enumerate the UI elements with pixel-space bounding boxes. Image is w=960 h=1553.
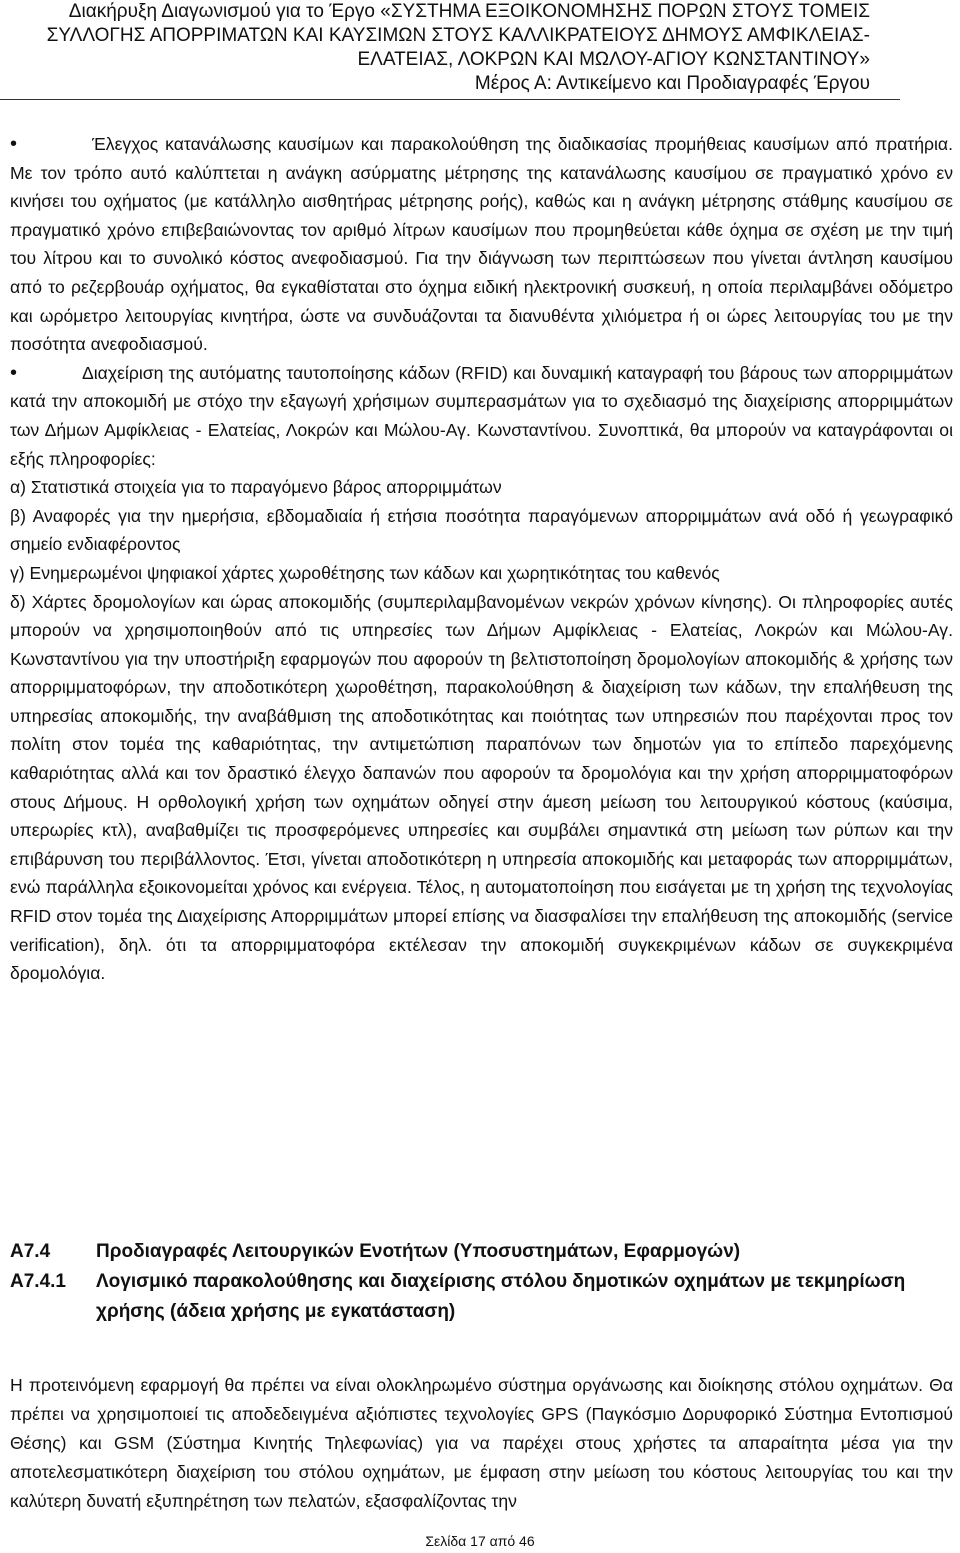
- section-number: Α7.4: [10, 1241, 51, 1262]
- list-item-a: α) Στατιστικά στοιχεία για το παραγόμενο βάρος απορριμμάτων: [10, 477, 502, 498]
- bullet-icon: •: [10, 361, 18, 384]
- header-title-line-2: ΣΥΛΛΟΓΗΣ ΑΠΟΡΡΙΜΑΤΩΝ ΚΑΙ ΚΑΥΣΙΜΩΝ ΣΤΟΥΣ ΚΑΛΛΙΚΡΑΤΕΙΟΥΣ ΔΗΜΟΥΣ ΑΜΦΙΚΛΕΙΑΣ-: [46, 25, 870, 46]
- header-title-line-1: Διακήρυξη Διαγωνισμού για το Έργο «ΣΥΣΤΗΜΑ ΕΞΟΙΚΟΝΟΜΗΣΗΣ ΠΟΡΩΝ ΣΤΟΥΣ ΤΟΜΕΙΣ: [68, 1, 870, 22]
- intro-paragraph: Η προτεινόμενη εφαρμογή θα πρέπει να είναι ολοκληρωμένο σύστημα οργάνωσης και διοίκησης στόλου οχημάτων. Θα πρέπει να χρησιμοποιεί τις αποδεδειγμένα αξιόπιστες τεχνολογίες GPS (Παγκόσμιο Δορυφορικό Σύστημα Εντοπισμού Θέσης) και GSM (Σύστημα Κινητής Τηλεφωνίας) για να παρέχει στους χρήστες τα απαραίτητα μέσα για την αποτελεσματικότερη διαχείριση του στόλου οχημάτων, με έμφαση στην μείωση του κόστους λειτουργίας του και την καλύτερη δυνατή εξυπηρέτηση των πελατών, εξασφαλίζοντας την: [10, 1374, 953, 1512]
- header-divider: [0, 99, 900, 100]
- list-item-b: β) Αναφορές για την ημερήσια, εβδομαδιαία ή ετήσια ποσότητα παραγόμενων απορριμμάτων ανά οδό ή γεωγραφικό σημείο ενδιαφέροντος: [10, 505, 953, 555]
- section-title: Προδιαγραφές Λειτουργικών Ενοτήτων (Υποσυστημάτων, Εφαρμογών): [96, 1241, 741, 1262]
- document-body: [10, 130, 953, 988]
- bullet-paragraph-rfid: [10, 359, 953, 473]
- subsection-heading: [10, 1267, 953, 1327]
- subsection-number: Α7.4.1: [10, 1271, 66, 1292]
- paragraph-fuel-text: Έλεγχος κατανάλωσης καυσίμων και παρακολούθηση της διαδικασίας προμήθειας καυσίμων από πρατήρια. Με τον τρόπο αυτό καλύπτεται η ανάγκη ασύρματης μέτρησης της κατανάλωσης καυσίμου σε πραγματικό χρόνο εν κινήσει του οχήματος (με κατάλληλο αισθητήρας μέτρησης ροής), καθώς και η ανάγκη μέτρησης στάθμης καυσίμου σε πραγματικό χρόνο επιβεβαιώνοντας τον αριθμό λίτρων καυσίμων που προμηθεύεται κάθε όχημα σε σχέση με την τιμή του λίτρου και το συνολικό κόστος ανεφοδιασμού. Για την διάγνωση των περιπτώσεων που γίνεται άντληση καυσίμου από το ρεζερβουάρ οχήματος, θα εγκαθίσταται στο όχημα ειδική ηλεκτρονική συσκευή, η οποία περιλαμβάνει οδόμετρο και ωρόμετρο λειτουργίας κινητήρα, ώστε να συνδυάζονται τα διανυθέντα χιλιόμετρα ή οι ώρες λειτουργίας του με την ποσότητα ανεφοδιασμού.: [10, 134, 953, 355]
- paragraph-rfid-text: Διαχείριση της αυτόματης ταυτοποίησης κάδων (RFID) και δυναμική καταγραφή του βάρους των απορριμμάτων κατά την αποκομιδή με στόχο την εξαγωγή χρήσιμων συμπερασμάτων για το σχεδιασμό της διαχείρισης απορριμμάτων των Δήμων Αμφίκλειας - Ελατείας, Λοκρών και Μώλου-Αγ. Κωνσταντίνου. Συνοπτικά, θα μπορούν να καταγράφονται οι εξής πληροφορίες:: [10, 362, 953, 469]
- header-title-line-3: ΕΛΑΤΕΙΑΣ, ΛΟΚΡΩΝ ΚΑΙ ΜΩΛΟΥ-ΑΓΙΟΥ ΚΩΝΣΤΑΝΤΙΝΟΥ»: [357, 49, 870, 70]
- header-subtitle: Μέρος Α: Αντικείμενο και Προδιαγραφές Έργου: [474, 73, 870, 94]
- subsection-title: Λογισμικό παρακολούθησης και διαχείρισης στόλου δημοτικών οχημάτων με τεκμηρίωση χρήσης (άδεια χρήσης με εγκατάσταση): [96, 1271, 906, 1322]
- page-header: [0, 0, 960, 96]
- list-item-c: γ) Ενημερωμένοι ψηφιακοί χάρτες χωροθέτησης των κάδων και χωρητικότητας του καθενός: [10, 562, 720, 583]
- page-number: Σελίδα 17 από 46: [425, 1533, 535, 1549]
- section-heading: [10, 1237, 953, 1267]
- bullet-icon: •: [10, 133, 18, 155]
- section-headings: [10, 1237, 953, 1327]
- bullet-paragraph-fuel: [10, 130, 953, 359]
- list-item-d: δ) Χάρτες δρομολογίων και ώρας αποκομιδής (συμπεριλαμβανομένων νεκρών χρόνων κίνησης). Οι πληροφορίες αυτές μπορούν να χρησιμοποιηθούν από τις υπηρεσίες των Δήμων Αμφίκλειας - Ελατείας, Λοκρών και Μώλου-Αγ. Κωνσταντίνου για την υποστήριξη εφαρμογών που αφορούν τη βελτιστοποίηση δρομολογίων αποκομιδής & χρήσης των απορριμματοφόρων, την αποδοτικότερη χωροθέτηση, παρακολούθηση & διαχείριση των κάδων, την επαλήθευση της υπηρεσίας αποκομιδής, την αναβάθμιση της αποδοτικότητας και ποιότητας των υπηρεσιών που παρέχονται προς τον πολίτη στον τομέα της καθαριότητας, την αντιμετώπιση παραπόνων των δημοτών για το επίπεδο παρεχόμενης καθαριότητας αλλά και τον δραστικό έλεγχο δαπανών που αφορούν τα δρομολόγια και την χρήση απορριμματοφόρων στους Δήμους. Η ορθολογική χρήση των οχημάτων οδηγεί στην άμεση μείωση του λειτουργικού κόστους (καύσιμα, υπερωρίες κτλ), αναβαθμίζει τις προσφερόμενες υπηρεσίες και συμβάλει σημαντικά στη μείωση των ρύπων και την επιβάρυνση του περιβάλλοντος. Έτσι, γίνεται αποδοτικότερη η υπηρεσία αποκομιδής και μεταφοράς των απορριμμάτων, ενώ παράλληλα εξοικονομείται χρόνος και ενέργεια. Τέλος, η αυτοματοποίηση που εισάγεται με τη χρήση της τεχνολογίας RFID στον τομέα της Διαχείρισης Απορριμμάτων μπορεί επίσης να διασφαλίσει την επαλήθευση της αποκομιδής (service verification), δηλ. ότι τα απορριμματοφόρα εκτέλεσαν την αποκομιδή συγκεκριμένων κάδων σε συγκεκριμένα δρομολόγια.: [10, 591, 953, 984]
